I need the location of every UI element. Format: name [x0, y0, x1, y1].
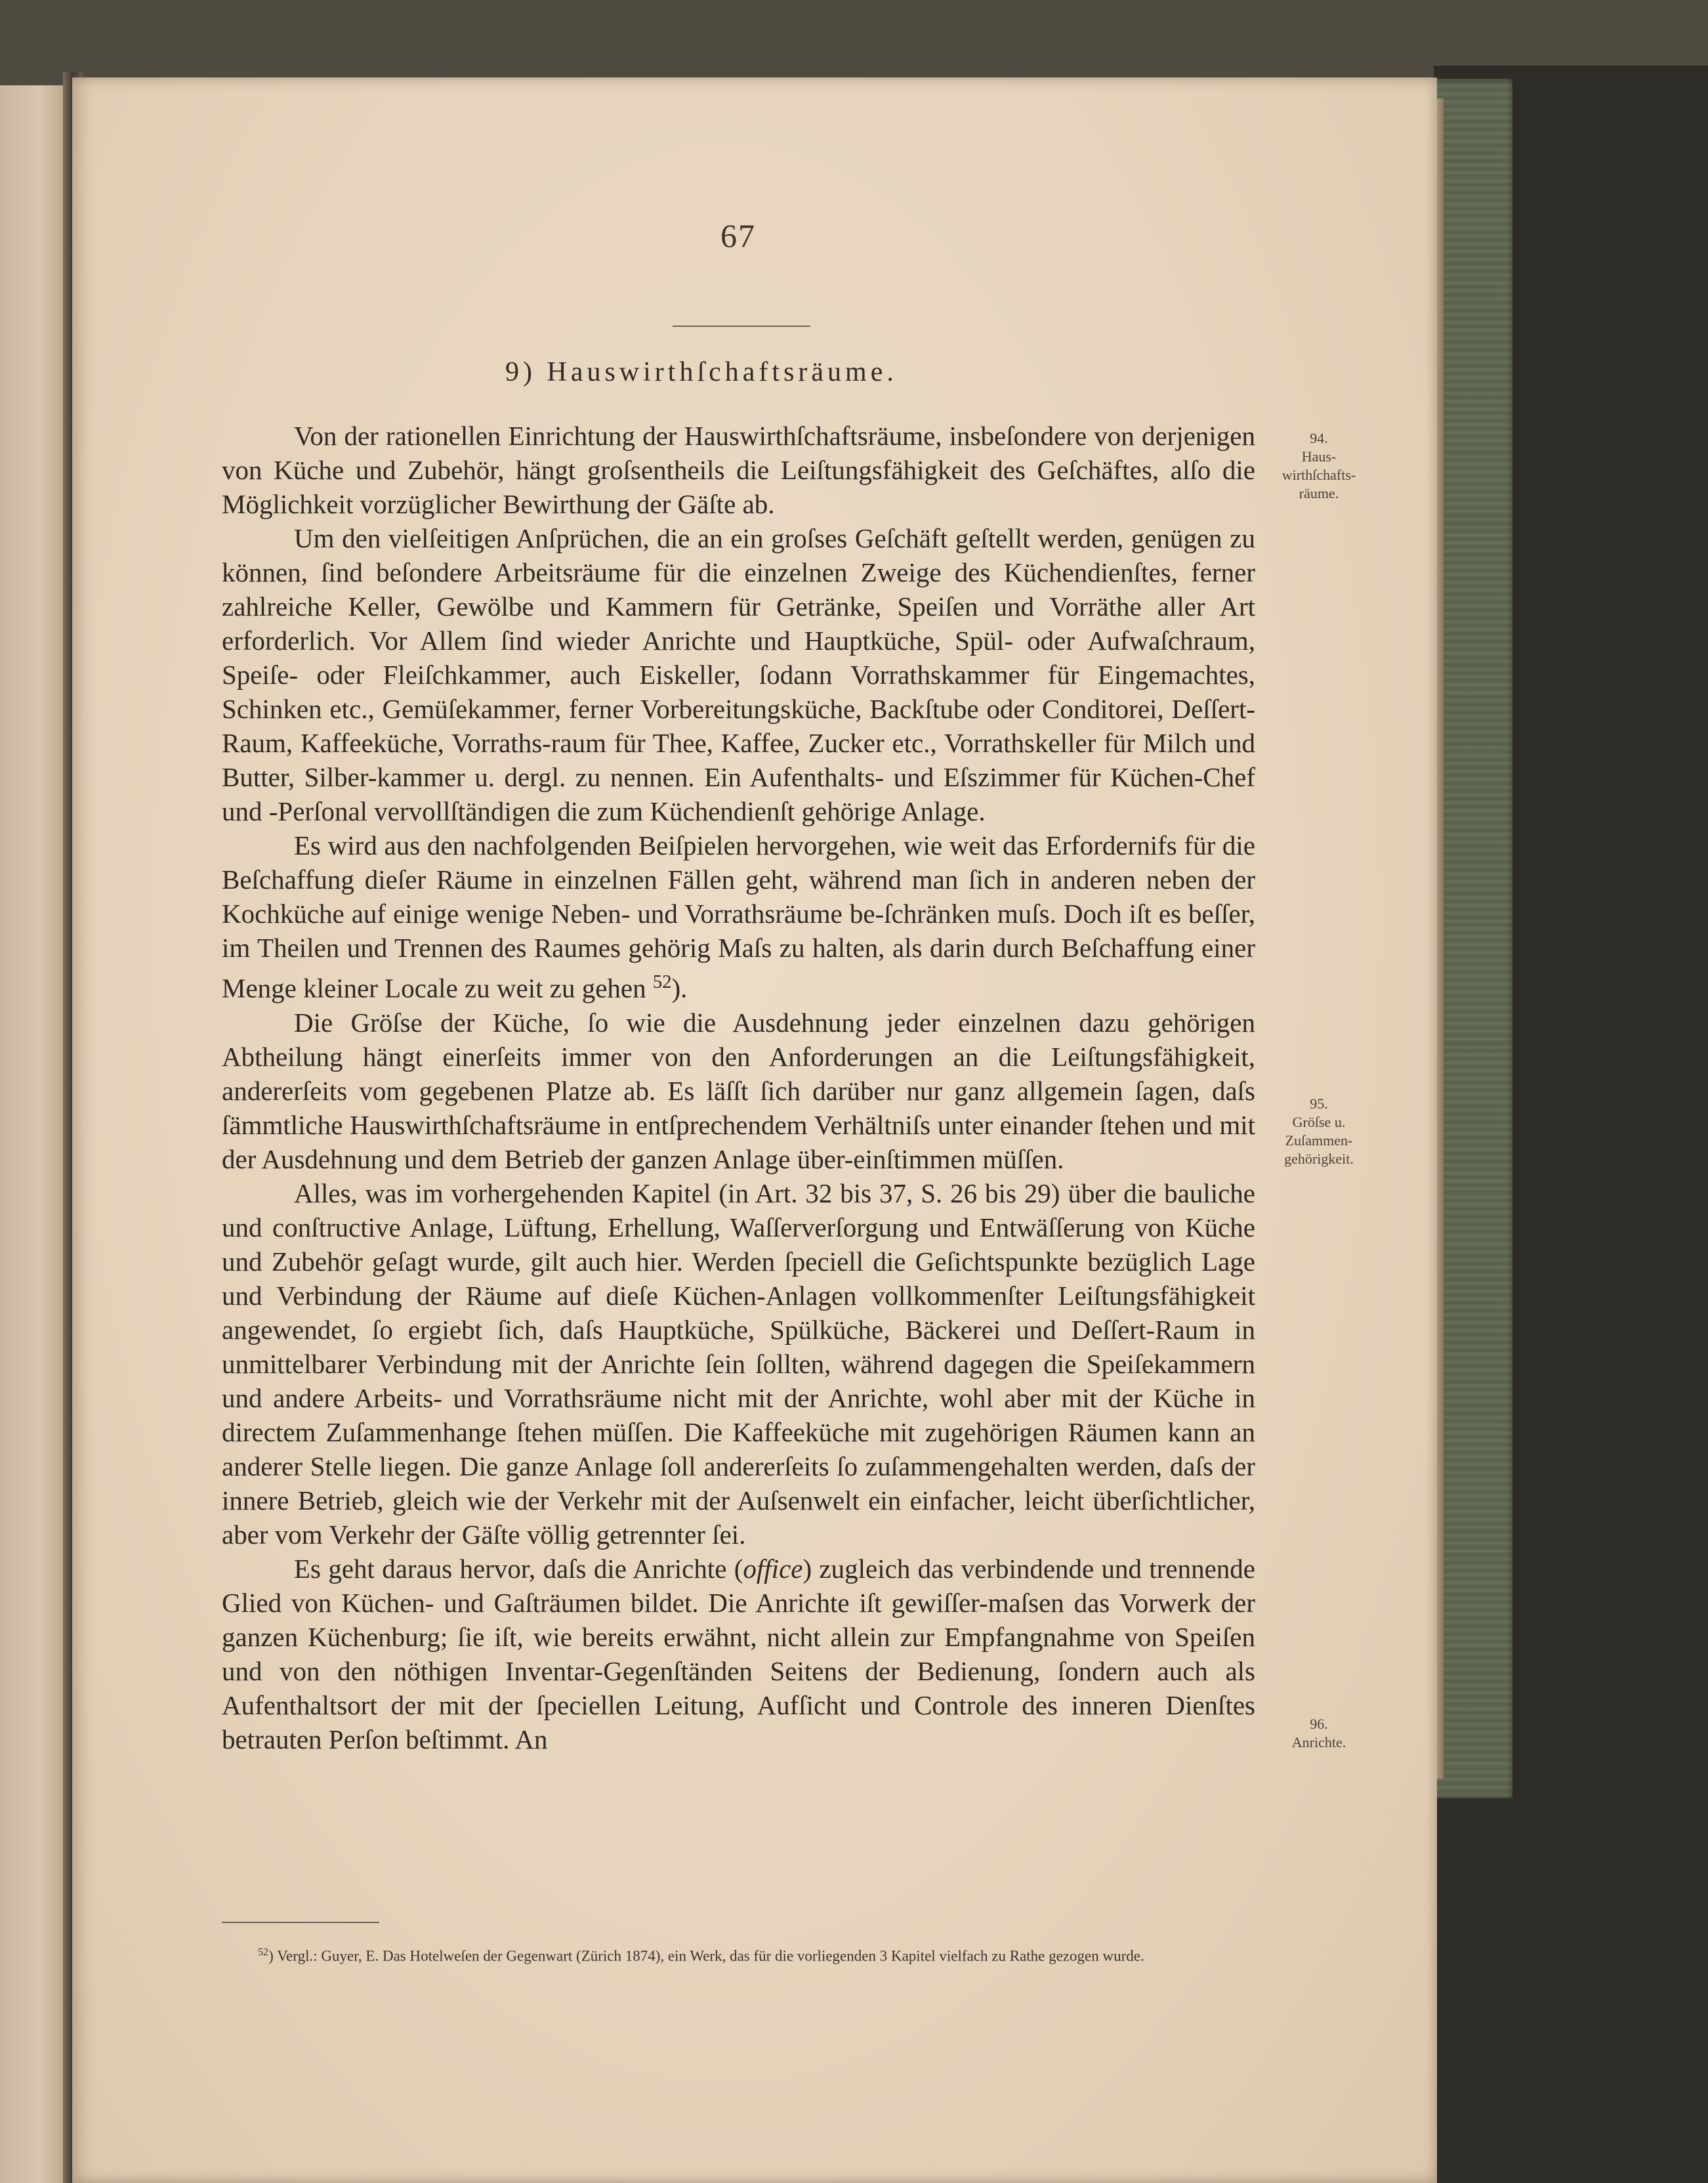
marginal-note-line: Anrichte. [1291, 1734, 1346, 1750]
paragraph: Alles, was im vorhergehenden Kapitel (in Art. 32 bis 37, S. 26 bis 29) über die bauliche und conſtructive Anlage, Lüftung, Erhellung, Waſſerverſorgung und Entwäſſerung von Küche und Zubehör geſagt wurde, gilt auch hier. Werden ſpeciell die Geſichtspunkte bezüglich Lage und Verbindung der Räume auf dieſe Küchen-Anlagen vollkommenſter Leiſtungsfähigkeit angewendet, ſo ergiebt ſich, daſs Hauptküche, Spülküche, Bäckerei und Deſſert-Raum in unmittelbarer Verbindung mit der Anrichte ſein ſollten, während dagegen die Speiſekammern und andere Arbeits- und Vorrathsräume nicht mit der Anrichte, wohl aber mit der Küche in directem Zuſammenhange ſtehen müſſen. Die Kaffeeküche mit zugehörigen Räumen kann an anderer Stelle liegen. Die ganze Anlage ſoll andererſeits ſo zuſammengehalten werden, daſs der innere Betrieb, gleich wie der Verkehr mit der Auſsenwelt ein einfacher, leicht überſichtlicher, aber vom Verkehr der Gäſte völlig getrennter ſei. [222, 1177, 1255, 1550]
marginal-note-94 [1253, 429, 1385, 503]
paragraph [222, 1552, 1255, 1756]
marginal-note-number: 94. [1310, 430, 1328, 446]
footnote-text: ) Vergl.: Guyer, E. Das Hotelweſen der Gegenwart (Zürich 1874), ein Werk, das für die vorliegenden 3 Kapitel vielfach zu Rathe gezogen wurde. [268, 1947, 1144, 1964]
marginal-note-line: Haus- [1301, 448, 1337, 465]
marginal-note-line: Zuſammen- [1285, 1132, 1353, 1149]
marginal-note-95 [1253, 1095, 1385, 1168]
marginal-note-line: gehörigkeit. [1284, 1151, 1354, 1167]
page-number: 67 [720, 217, 756, 254]
marginal-note-line: wirthſchafts- [1281, 467, 1356, 483]
marginal-note-number: 95. [1310, 1095, 1328, 1112]
paragraph: Die Gröſse der Küche, ſo wie die Ausdehnung jeder einzelnen dazu gehörigen Abtheilung hängt einerſeits immer von den Anforderungen an die Leiſtungsfähigkeit, andererſeits vom gegebenen Platze ab. Es läſſt ſich darüber nur ganz allgemein ſagen, daſs ſämmtliche Hauswirthſchaftsräume in entſprechendem Verhältniſs unter einander ſtehen und mit der Ausdehnung und dem Betrieb der ganzen Anlage über-einſtimmen müſſen. [222, 1007, 1255, 1174]
page-number-rule [673, 326, 810, 327]
footnote-reference: 52 [652, 971, 672, 992]
page-sheet [72, 77, 1437, 2183]
left-page-edge [0, 85, 72, 2183]
marginal-note-line: räume. [1299, 485, 1339, 501]
section-heading: 9) Hauswirthſchaftsräume. [505, 357, 898, 387]
footnote-marker: 52 [258, 1947, 269, 1958]
italic-term: office [743, 1553, 803, 1584]
paragraph [222, 828, 1255, 1006]
paragraph-text: Es geht daraus hervor, daſs die Anrichte ( [294, 1553, 743, 1584]
paragraph-text: Es wird aus den nachfolgenden Beiſpielen hervorgehen, wie weit das Erfordernifs für die Beſchaffung dieſer Räume in einzelnen Fällen geht, während man ſich in anderen neben der Kochküche auf einige wenige Neben- und Vorrathsräume be-ſchränken muſs. Doch iſt es beſſer, im Theilen und Trennen des Raumes gehörig Maſs zu halten, als darin durch Beſchaffung einer Menge kleiner Locale zu weit zu gehen [222, 830, 1255, 1004]
paragraph-text: ) zugleich das verbindende und trennende Glied von Küchen- und Gaſträumen bildet. Die Anrichte iſt gewiſſer-maſsen das Vorwerk der ganzen Küchenburg; ſie iſt, wie bereits erwähnt, nicht allein zur Empfangnahme von Speiſen und von den nöthigen Inventar-Gegenſtänden Seitens der Bedienung, ſondern auch als Aufenthaltsort der mit der ſpeciellen Leitung, Aufſicht und Controle des inneren Dienſtes betrauten Perſon beſtimmt. An [222, 1553, 1256, 1754]
paragraph: Von der rationellen Einrichtung der Hauswirthſchaftsräume, insbeſondere von derjenigen von Küche und Zubehör, hängt groſsentheils die Leiſtungsfähigkeit des Geſchäftes, alſo die Möglichkeit vorzüglicher Bewirthung der Gäſte ab. [222, 421, 1255, 519]
body-text [222, 419, 1255, 1756]
paragraph-tail: ). [671, 973, 688, 1004]
footnote-rule [222, 1922, 379, 1923]
marginal-note-number: 96. [1310, 1716, 1328, 1732]
marginal-note-96 [1253, 1715, 1385, 1752]
footnote [222, 1943, 1259, 1966]
paragraph: Um den vielſeitigen Anſprüchen, die an ein groſses Geſchäft geſtellt werden, genügen zu können, ſind beſondere Arbeitsräume für die einzelnen Zweige des Küchendienſtes, ferner zahlreiche Keller, Gewölbe und Kammern für Getränke, Speiſen und Vorräthe aller Art erforderlich. Vor Allem ſind wieder Anrichte und Hauptküche, Spül- oder Aufwaſchraum, Speiſe- oder Fleiſchkammer, auch Eiskeller, ſodann Vorrathskammer für Eingemachtes, Schinken etc., Gemüſekammer, ferner Vorbereitungsküche, Backſtube oder Conditorei, Deſſert-Raum, Kaffeeküche, Vorraths-raum für Thee, Kaffee, Zucker etc., Vorrathskeller für Milch und Butter, Silber-kammer u. dergl. zu nennen. Ein Aufenthalts- und Eſszimmer für Küchen-Chef und -Perſonal vervollſtändigen die zum Küchendienſt gehörige Anlage. [222, 523, 1255, 826]
marginal-note-line: Gröſse u. [1292, 1114, 1346, 1130]
